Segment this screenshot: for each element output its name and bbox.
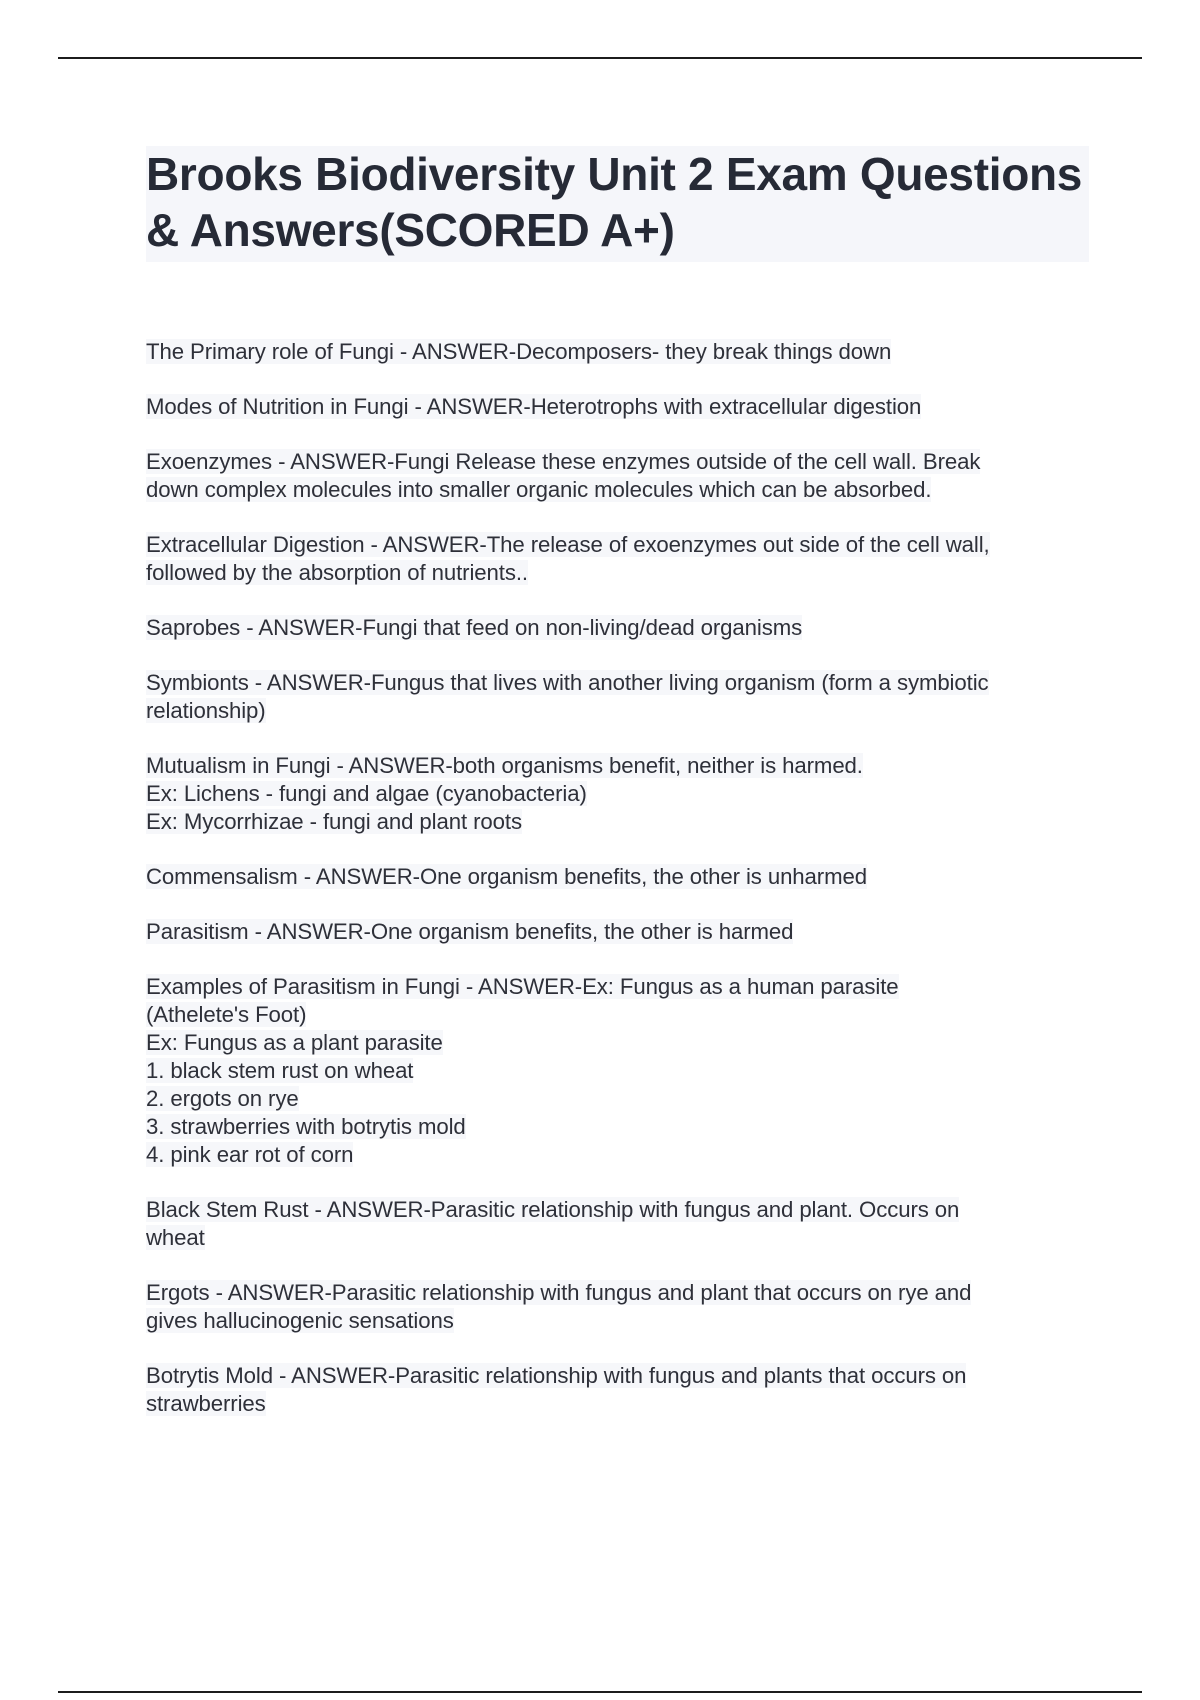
- bottom-rule: [58, 1691, 1142, 1693]
- qa-item: [146, 863, 1086, 891]
- qa-item: [146, 973, 1086, 1169]
- qa-list: [146, 338, 1086, 1445]
- qa-item: [146, 669, 1086, 725]
- qa-item: [146, 614, 1086, 642]
- qa-item-text: Commensalism - ANSWER-One organism benefits, the other is unharmed: [146, 864, 867, 889]
- qa-item-text: Parasitism - ANSWER-One organism benefits, the other is harmed: [146, 919, 794, 944]
- qa-item: [146, 918, 1086, 946]
- qa-item-text: Modes of Nutrition in Fungi - ANSWER-Heterotrophs with extracellular digestion: [146, 394, 922, 419]
- page-title: Brooks Biodiversity Unit 2 Exam Questions & Answers(SCORED A+): [146, 146, 1089, 262]
- qa-item-text: Black Stem Rust - ANSWER-Parasitic relationship with fungus and plant. Occurs on wheat: [146, 1197, 960, 1250]
- top-rule: [58, 57, 1142, 59]
- qa-item-text: Examples of Parasitism in Fungi - ANSWER-Ex: Fungus as a human parasite (Athelete's Foot) Ex: Fungus as a plant parasite 1. black stem rust on wheat 2. ergots on rye 3. strawberries with botrytis mold 4. pink ear rot of corn: [146, 974, 899, 1167]
- qa-item: [146, 531, 1086, 587]
- qa-item-text: Exoenzymes - ANSWER-Fungi Release these enzymes outside of the cell wall. Break down complex molecules into smaller organic molecules which can be absorbed.: [146, 449, 981, 502]
- qa-item: [146, 1196, 1086, 1252]
- qa-item-text: The Primary role of Fungi - ANSWER-Decomposers- they break things down: [146, 339, 892, 364]
- qa-item: [146, 448, 1086, 504]
- qa-item-text: Botrytis Mold - ANSWER-Parasitic relationship with fungus and plants that occurs on strawberries: [146, 1363, 967, 1416]
- qa-item: [146, 752, 1086, 836]
- qa-item: [146, 1279, 1086, 1335]
- qa-item-text: Extracellular Digestion - ANSWER-The release of exoenzymes out side of the cell wall, followed by the absorption of nutrients..: [146, 532, 990, 585]
- qa-item: [146, 393, 1086, 421]
- qa-item-text: Symbionts - ANSWER-Fungus that lives with another living organism (form a symbiotic relationship): [146, 670, 989, 723]
- qa-item-text: Ergots - ANSWER-Parasitic relationship with fungus and plant that occurs on rye and gives hallucinogenic sensations: [146, 1280, 972, 1333]
- qa-item: [146, 1362, 1086, 1418]
- qa-item: [146, 338, 1086, 366]
- qa-item-text: Mutualism in Fungi - ANSWER-both organisms benefit, neither is harmed. Ex: Lichens - fungi and algae (cyanobacteria) Ex: Mycorrhizae - fungi and plant roots: [146, 753, 863, 834]
- qa-item-text: Saprobes - ANSWER-Fungi that feed on non-living/dead organisms: [146, 615, 803, 640]
